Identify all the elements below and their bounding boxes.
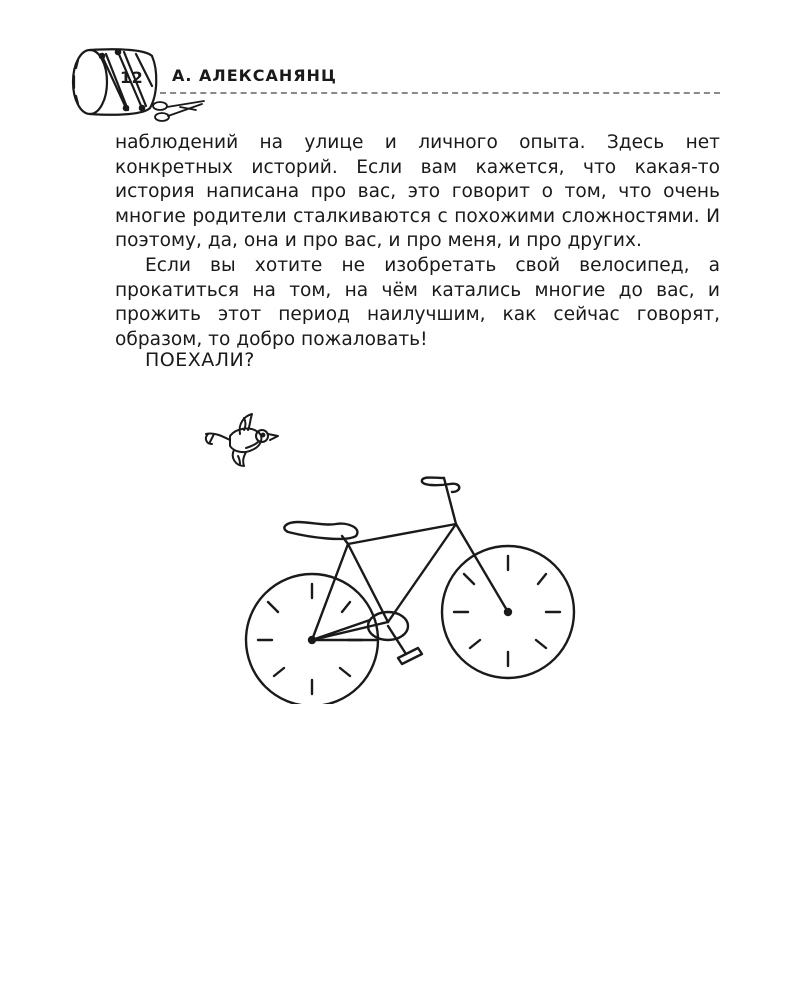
page-header [0, 0, 800, 130]
paragraph-continued: наблюдений на улице и личного опыта. Здесь нет конкретных историй. Если вам кажется, что какая-то история написана про вас, это говорит о том, что очень многие родители сталкиваются с похожими сложностями. И поэтому, да, она и про вас, и про меня, и про других. [115, 132, 720, 252]
scissors-icon [150, 98, 206, 124]
running-head-author: А. АЛЕКСАНЯНЦ [172, 66, 337, 85]
body-text [115, 131, 720, 352]
page-number: 12 [120, 68, 144, 87]
bicycle-icon [238, 472, 580, 704]
header-divider [160, 92, 720, 94]
paragraph: Если вы хотите не изобретать свой велосипед, а прокатиться на том, на чём катались многие до вас, и прожить этот период наилучшим, как сейчас говорят, образом, то добро пожаловать! [115, 254, 720, 350]
closing-line: ПОЕХАЛИ? [145, 349, 255, 371]
bird-icon [200, 410, 286, 470]
